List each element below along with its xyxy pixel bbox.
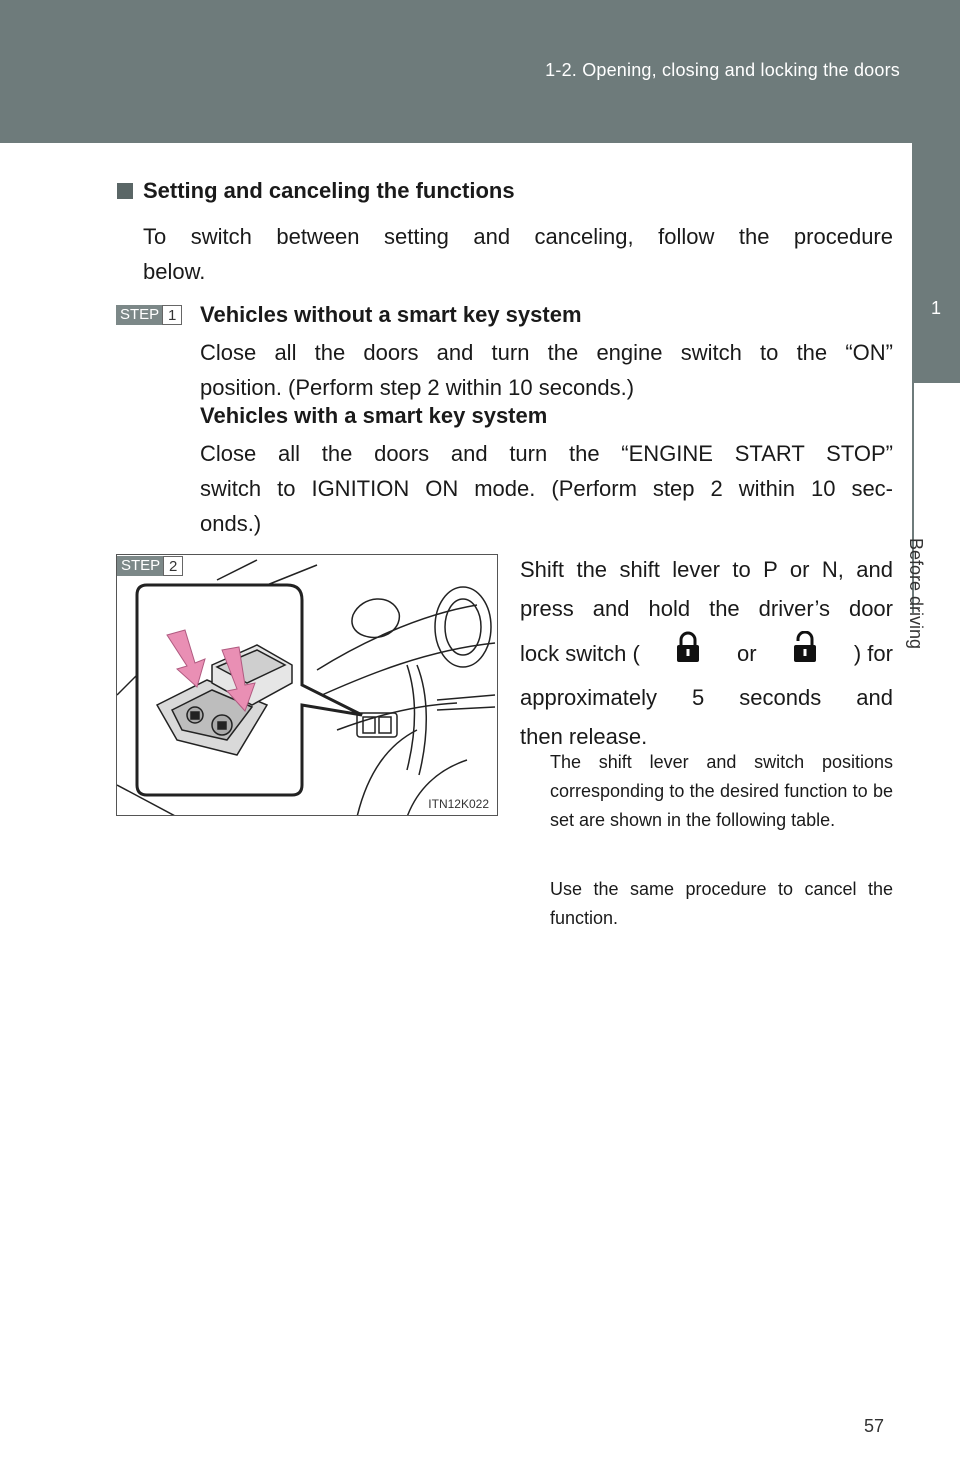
step-1-title-b: Vehicles with a smart key system [200,403,548,428]
step-1-badge-label: STEP [116,305,162,325]
step-2-badge-label: STEP [117,556,163,576]
step-2-line-5: then release. [520,724,648,749]
figure-code: ITN12K022 [428,797,489,811]
intro-line-1: To switch between setting and canceling, follow the procedure [143,224,893,249]
step-1-text-a-line-2: position. (Perform step 2 within 10 seconds.) [200,375,635,400]
step-2-line-4: approximately 5 seconds and [520,685,893,710]
heading-text: Setting and canceling the functions [143,178,515,203]
step-1-text-a-line-1: Close all the doors and turn the engine switch to the “ON” [200,340,893,365]
step-1-text-b-line-2: switch to IGNITION ON mode. (Perform step 2 within 10 sec- [200,476,893,501]
step-1-badge [116,305,182,325]
step-2-instructions [520,550,893,756]
step-1-text-b-line-1: Close all the doors and turn the “ENGINE START STOP” [200,441,893,466]
chapter-label: Before driving [906,538,926,650]
page-number: 57 [864,1416,885,1436]
step-1-text-b-line-3: onds.) [200,511,262,536]
step-2-note-1: The shift lever and switch positions corresponding to the desired function to be set are shown in the following table. [550,752,893,830]
intro-line-2: below. [143,259,206,284]
page-header [0,0,960,143]
section-heading [117,178,515,204]
step-2-line-3-a: lock switch ( [520,640,640,666]
step-1-text-b [200,436,893,541]
chapter-number-box [912,143,960,383]
step-2-note-2: Use the same procedure to cancel the function. [550,879,893,928]
step-2-line-2: press and hold the driver’s door [520,596,893,621]
step-1-text-a [200,335,893,405]
chapter-tab [906,143,960,1484]
heading-square-icon [117,183,133,199]
step-2-line-3-or: or [737,640,757,666]
step-1-badge-number: 1 [162,305,182,325]
chapter-number: 1 [930,298,941,318]
step-2-line-1: Shift the shift lever to P or N, and [520,557,893,582]
step-1-title-a: Vehicles without a smart key system [200,302,582,327]
lock-closed-icon [675,631,701,675]
door-lock-switch-illustration [116,554,498,816]
section-title: 1-2. Opening, closing and locking the doors [545,60,900,80]
car-interior-drawing [117,555,498,816]
lock-open-icon [792,631,818,675]
intro-paragraph [143,219,893,289]
step-2-badge-number: 2 [163,556,183,576]
step-2-line-3 [520,628,893,678]
step-2-line-3-b: ) for [853,640,893,666]
